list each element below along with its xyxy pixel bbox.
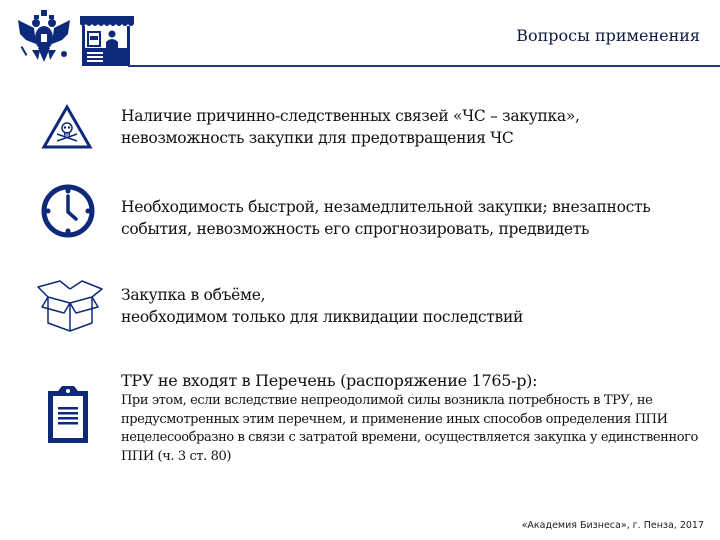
header-accent-block: [120, 48, 128, 66]
subtext-line: предусмотренных этим перечнем, и применение иных способов определения ППИ: [121, 411, 668, 427]
toxic-warning-icon: [41, 104, 93, 150]
clock-icon: [40, 183, 96, 239]
item-line: необходимом только для ликвидации последствий: [121, 308, 524, 326]
subtext-line: При этом, если вследствие непреодолимой силы возникла потребность в ТРУ, не: [121, 393, 653, 408]
item-urgent-procurement: [121, 196, 650, 240]
item-toxic-causal-link: [121, 105, 580, 149]
page-title: Вопросы применения: [516, 26, 700, 45]
header-divider: [128, 65, 720, 67]
item-heading: ТРУ не входят в Перечень (распоряжение 1765-р):: [121, 371, 538, 390]
item-line: невозможность закупки для предотвращения ЧС: [121, 129, 514, 147]
item-line: Закупка в объёме,: [121, 286, 266, 304]
clipboard-icon: [44, 385, 92, 445]
item-subtext: [121, 392, 698, 466]
coat-of-arms-icon: [14, 6, 74, 66]
footer-credit: «Академия Бизнеса», г. Пенза, 2017: [521, 520, 704, 531]
item-not-in-list: [121, 370, 698, 466]
subtext-line: ППИ (ч. 3 ст. 80): [121, 448, 232, 464]
item-line: Наличие причинно-следственных связей «ЧС – закупка»,: [121, 107, 580, 125]
item-line: Необходимость быстрой, незамедлительной закупки; внезапность: [121, 198, 651, 216]
item-volume-limit: [121, 284, 523, 328]
subtext-line: нецелесообразно в связи с затратой времени, осуществляется закупка у единственного: [121, 430, 698, 445]
open-box-icon: [36, 275, 104, 333]
item-line: события, невозможность его спрогнозировать, предвидеть: [121, 220, 590, 238]
